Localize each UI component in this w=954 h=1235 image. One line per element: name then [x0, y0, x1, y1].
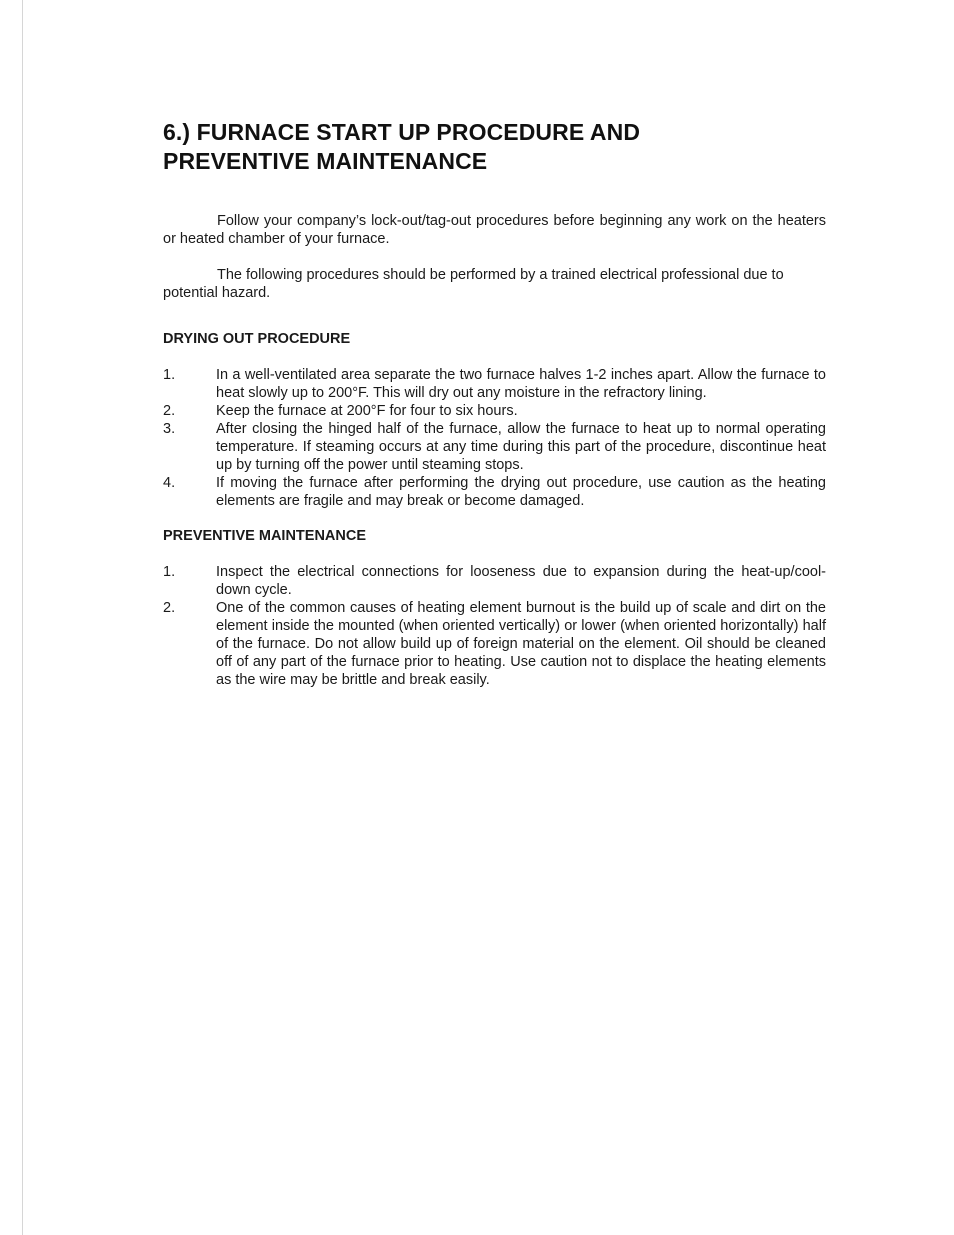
list-item	[163, 563, 826, 599]
step-text: Inspect the electrical connections for looseness due to expansion during the heat-up/cool-down cycle.	[216, 564, 826, 598]
list-item	[163, 402, 826, 420]
list-item	[163, 599, 826, 689]
step-text: Keep the furnace at 200°F for four to six hours.	[216, 403, 518, 419]
document-page	[163, 118, 826, 689]
step-number: 2.	[163, 403, 176, 419]
step-number: 3.	[163, 421, 176, 437]
step-text: In a well-ventilated area separate the two furnace halves 1-2 inches apart. Allow the furnace to heat slowly up to 200°F. This will dry out any moisture in the refractory lining.	[216, 367, 826, 401]
page-title-line-1: 6.) FURNACE START UP PROCEDURE AND	[163, 119, 641, 145]
section-heading-drying-out: DRYING OUT PROCEDURE	[163, 331, 351, 347]
page-title	[163, 118, 826, 176]
list-item	[163, 420, 826, 474]
step-number: 1.	[163, 367, 176, 383]
section-heading-preventive-maintenance: PREVENTIVE MAINTENANCE	[163, 528, 367, 544]
step-text: After closing the hinged half of the furnace, allow the furnace to heat up to normal operating temperature. If steaming occurs at any time during this part of the procedure, discontinue heat up by turning off the power until steaming stops.	[216, 421, 826, 473]
step-text: One of the common causes of heating element burnout is the build up of scale and dirt on the element inside the mounted (when oriented vertically) or lower (when oriented horizontally) half of the furnace. Do not allow build up of foreign material on the element. Oil should be cleaned off of any part of the furnace prior to heating. Use caution not to displace the heating elements as the wire may be brittle and break easily.	[216, 600, 826, 688]
drying-steps-list	[163, 366, 826, 510]
intro-paragraph-trained-professional: The following procedures should be performed by a trained electrical professional due to potential hazard.	[163, 267, 784, 301]
maintenance-steps-list	[163, 563, 826, 689]
list-item	[163, 474, 826, 510]
step-number: 2.	[163, 600, 176, 616]
list-item	[163, 366, 826, 402]
step-number: 4.	[163, 475, 176, 491]
page-title-line-2: PREVENTIVE MAINTENANCE	[163, 148, 488, 174]
scan-edge-line	[22, 0, 23, 1235]
step-text: If moving the furnace after performing the drying out procedure, use caution as the heating elements are fragile and may break or become damaged.	[216, 475, 826, 509]
intro-paragraph-lockout: Follow your company’s lock-out/tag-out procedures before beginning any work on the heaters or heated chamber of your furnace.	[163, 213, 826, 247]
step-number: 1.	[163, 564, 176, 580]
